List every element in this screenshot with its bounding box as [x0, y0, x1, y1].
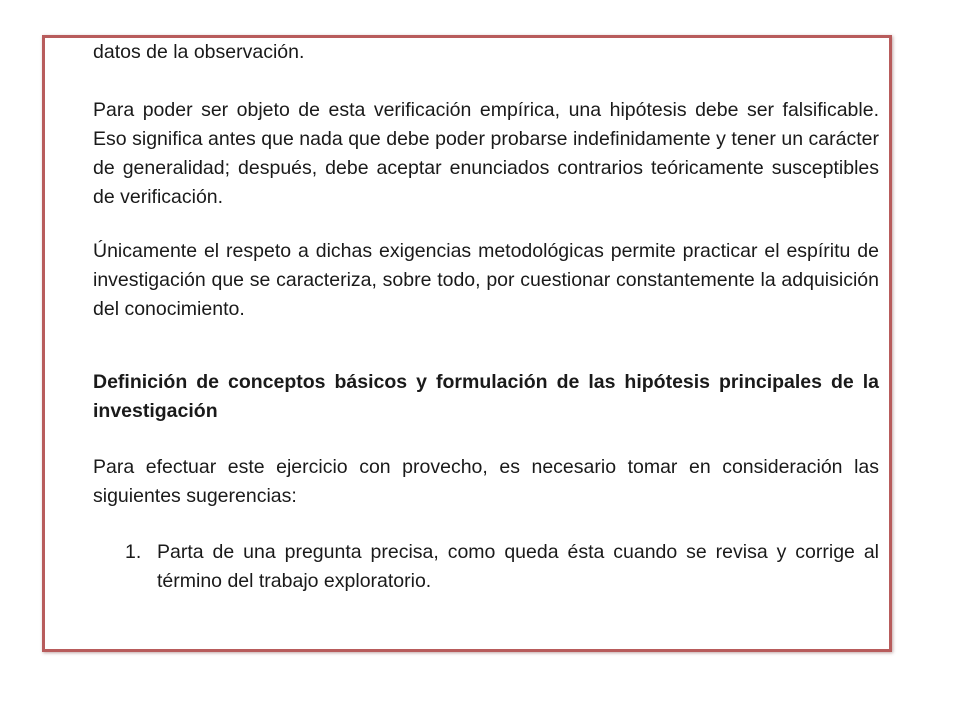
- paragraph-falsifiable: Para poder ser objeto de esta verificación empírica, una hipótesis debe ser falsificable. Eso significa antes que nada que debe poder probarse indefinidamente y tener un carácter de generalidad; después, debe aceptar enunciados contrarios teóricamente susceptibles de verificación.: [93, 99, 879, 208]
- paragraph-intro: Para efectuar este ejercicio con provecho, es necesario tomar en consideración las siguientes sugerencias:: [93, 456, 879, 507]
- paragraph-respect: Únicamente el respeto a dichas exigencias metodológicas permite practicar el espíritu de investigación que se caracteriza, sobre todo, por cuestionar constantemente la adquisición del conocimiento.: [93, 240, 879, 320]
- list-item-text: Parta de una pregunta precisa, como queda ésta cuando se revisa y corrige al término del trabajo exploratorio.: [157, 541, 879, 592]
- list-item: [93, 538, 879, 596]
- document-frame: [42, 35, 892, 652]
- continuation-line: datos de la observación.: [93, 41, 305, 63]
- suggestions-list: [93, 538, 879, 596]
- list-item-number: 1.: [125, 541, 142, 563]
- section-heading: Definición de conceptos básicos y formulación de las hipótesis principales de la investigación: [93, 371, 879, 422]
